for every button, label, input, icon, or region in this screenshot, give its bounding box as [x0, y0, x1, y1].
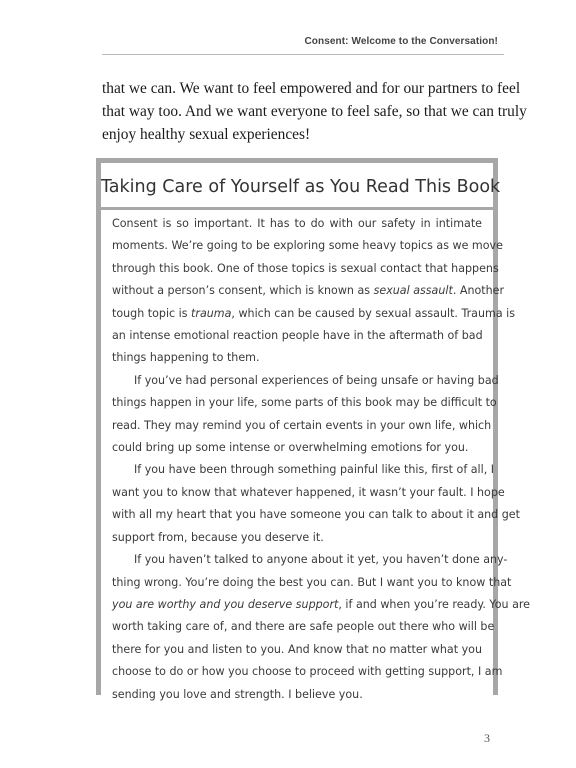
body-text [102, 77, 527, 146]
sidebar-line: read. They may remind you of certain events in your own life, which [112, 418, 492, 432]
sidebar-line: an intense emotional reaction people have in the aftermath of bad [112, 329, 483, 343]
sidebar-line [112, 280, 505, 302]
sidebar-title-rule [101, 207, 493, 210]
sidebar-line: moments. We’re going to be exploring some heavy topics as we move [112, 239, 503, 253]
sidebar-line: thing wrong. You’re doing the best you can. But I want you to know that [112, 575, 512, 589]
running-head: Consent: Welcome to the Conversation! [304, 36, 498, 47]
text-run: , which can be caused by sexual assault. Trauma is [231, 306, 516, 320]
body-line: that way too. And we want everyone to feel safe, so that we can truly [102, 103, 527, 120]
sidebar-line: If you have been through something painful like this, first of all, I [134, 463, 495, 477]
page-number: 3 [484, 731, 490, 745]
sidebar-line: worth taking care of, and there are safe people out there who will be [112, 620, 495, 634]
text-run: , if and when you’re ready. You are [338, 597, 531, 611]
sidebar-line: with all my heart that you have someone you can talk to about it and get [112, 508, 520, 522]
term-trauma: trauma [191, 306, 232, 320]
sidebar-line: through this book. One of those topics is sexual contact that happens [112, 261, 499, 275]
body-line: that we can. We want to feel empowered and for our partners to feel [102, 80, 521, 97]
sidebar-line: If you’ve had personal experiences of being unsafe or having bad [134, 373, 499, 387]
sidebar-line: could bring up some intense or overwhelming emotions for you. [112, 441, 469, 455]
sidebar-line: there for you and listen to you. And know that no matter what you [112, 642, 482, 656]
sidebar-line [112, 594, 531, 616]
sidebar-line: choose to do or how you choose to proceed with getting support, I am [112, 665, 503, 679]
sidebar-body [112, 213, 531, 706]
sidebar-line [112, 303, 516, 325]
sidebar-line: Consent is so important. It has to do with our safety in intimate [112, 217, 482, 230]
emphasis-worthy: you are worthy and you deserve support [112, 597, 339, 611]
sidebar-line: want you to know that whatever happened, it wasn’t your fault. I hope [112, 485, 505, 499]
sidebar-line: things happen in your life, some parts of this book may be difficult to [112, 396, 497, 410]
sidebar-line: sending you love and strength. I believe you. [112, 687, 363, 701]
text-run: tough topic is [112, 306, 192, 320]
body-line: enjoy healthy sexual experiences! [102, 126, 311, 143]
sidebar-title: Taking Care of Yourself as You Read This Book [101, 177, 501, 197]
header-rule [102, 54, 504, 55]
sidebar-box [96, 158, 531, 701]
sidebar-line: If you haven’t talked to anyone about it yet, you haven’t done any- [134, 553, 508, 567]
text-run: . Another [452, 284, 505, 298]
text-run: without a person’s consent, which is known as [112, 284, 374, 298]
sidebar-line: support from, because you deserve it. [112, 530, 324, 544]
term-sexual-assault: sexual assault [373, 284, 453, 298]
sidebar-line: things happening to them. [112, 351, 260, 365]
